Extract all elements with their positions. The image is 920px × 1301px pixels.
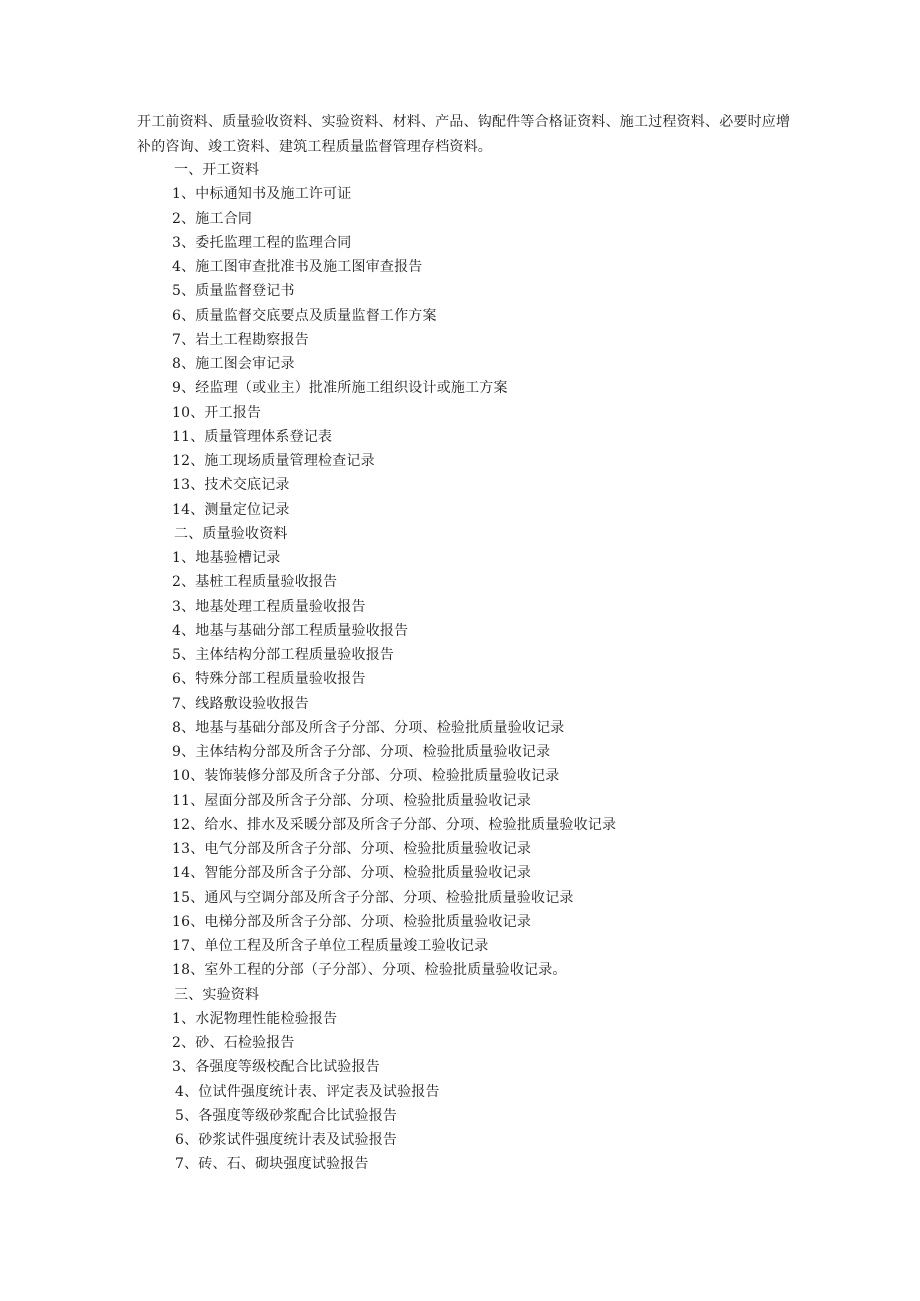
list-item: 18、室外工程的分部（子分部）、分项、检验批质量验收记录。 <box>172 962 567 979</box>
list-item: 13、技术交底记录 <box>172 477 290 494</box>
list-item: 14、智能分部及所含子分部、分项、检验批质量验收记录 <box>172 865 532 882</box>
intro-paragraph: 开工前资料、质量验收资料、实验资料、材料、产品、钩配件等合格证资料、施工过程资料、必要时应增补的咨询、竣工资料、建筑工程质量监督管理存档资料。 <box>137 114 791 155</box>
document-list <box>172 158 792 1177</box>
list-item: 1、地基验槽记录 <box>172 550 281 566</box>
list-item: 12、给水、排水及采暖分部及所含子分部、分项、检验批质量验收记录 <box>172 816 617 833</box>
list-item: 4、施工图审查批准书及施工图审查报告 <box>172 259 423 275</box>
list-item: 13、电气分部及所含子分部、分项、检验批质量验收记录 <box>172 841 532 857</box>
list-item: 7、砖、石、砌块强度试验报告 <box>175 1156 369 1173</box>
list-item: 6、质量监督交底要点及质量监督工作方案 <box>172 307 437 324</box>
list-item: 2、施工合同 <box>172 210 253 227</box>
section-heading: 一、开工资料 <box>174 162 260 178</box>
list-item: 5、主体结构分部工程质量验收报告 <box>172 647 395 663</box>
list-item: 10、开工报告 <box>172 404 262 421</box>
list-item: 5、质量监督登记书 <box>172 283 295 300</box>
list-item: 6、特殊分部工程质量验收报告 <box>172 671 366 688</box>
list-item: 7、岩土工程勘察报告 <box>172 331 309 348</box>
list-item: 9、主体结构分部及所含子分部、分项、检验批质量验收记录 <box>172 744 551 760</box>
list-item: 12、施工现场质量管理检查记录 <box>172 453 375 469</box>
list-item: 2、砂、石检验报告 <box>172 1035 295 1051</box>
section-heading: 二、质量验收资料 <box>174 525 288 542</box>
list-item: 3、委托监理工程的监理合同 <box>172 234 352 251</box>
list-item: 7、线路敷设验收报告 <box>172 695 309 712</box>
section-heading: 三、实验资料 <box>174 986 260 1003</box>
list-item: 6、砂浆试件强度统计表及试验报告 <box>175 1132 398 1148</box>
list-item: 8、施工图会审记录 <box>172 356 295 372</box>
list-item: 5、各强度等级砂浆配合比试验报告 <box>175 1107 398 1124</box>
list-item: 10、装饰装修分部及所含子分部、分项、检验批质量验收记录 <box>172 768 560 785</box>
list-item: 15、通风与空调分部及所含子分部、分项、检验批质量验收记录 <box>172 889 574 906</box>
list-item: 11、质量管理体系登记表 <box>172 428 333 445</box>
list-item: 4、位试件强度统计表、评定表及试验报告 <box>175 1083 440 1100</box>
list-item: 8、地基与基础分部及所含子分部、分项、检验批质量验收记录 <box>172 719 565 736</box>
list-item: 11、屋面分部及所含子分部、分项、检验批质量验收记录 <box>172 792 532 809</box>
list-item: 17、单位工程及所含子单位工程质量竣工验收记录 <box>172 938 489 954</box>
list-item: 14、测量定位记录 <box>172 501 290 518</box>
list-item: 3、各强度等级校配合比试验报告 <box>172 1059 380 1076</box>
list-item: 16、电梯分部及所含子分部、分项、检验批质量验收记录 <box>172 913 532 930</box>
list-item: 2、基桩工程质量验收报告 <box>172 574 338 591</box>
list-item: 9、经监理（或业主）批准所施工组织设计或施工方案 <box>172 380 508 397</box>
list-item: 1、中标通知书及施工许可证 <box>172 186 352 203</box>
list-item: 4、地基与基础分部工程质量验收报告 <box>172 622 409 639</box>
list-item: 3、地基处理工程质量验收报告 <box>172 598 366 615</box>
list-item: 1、水泥物理性能检验报告 <box>172 1010 338 1027</box>
